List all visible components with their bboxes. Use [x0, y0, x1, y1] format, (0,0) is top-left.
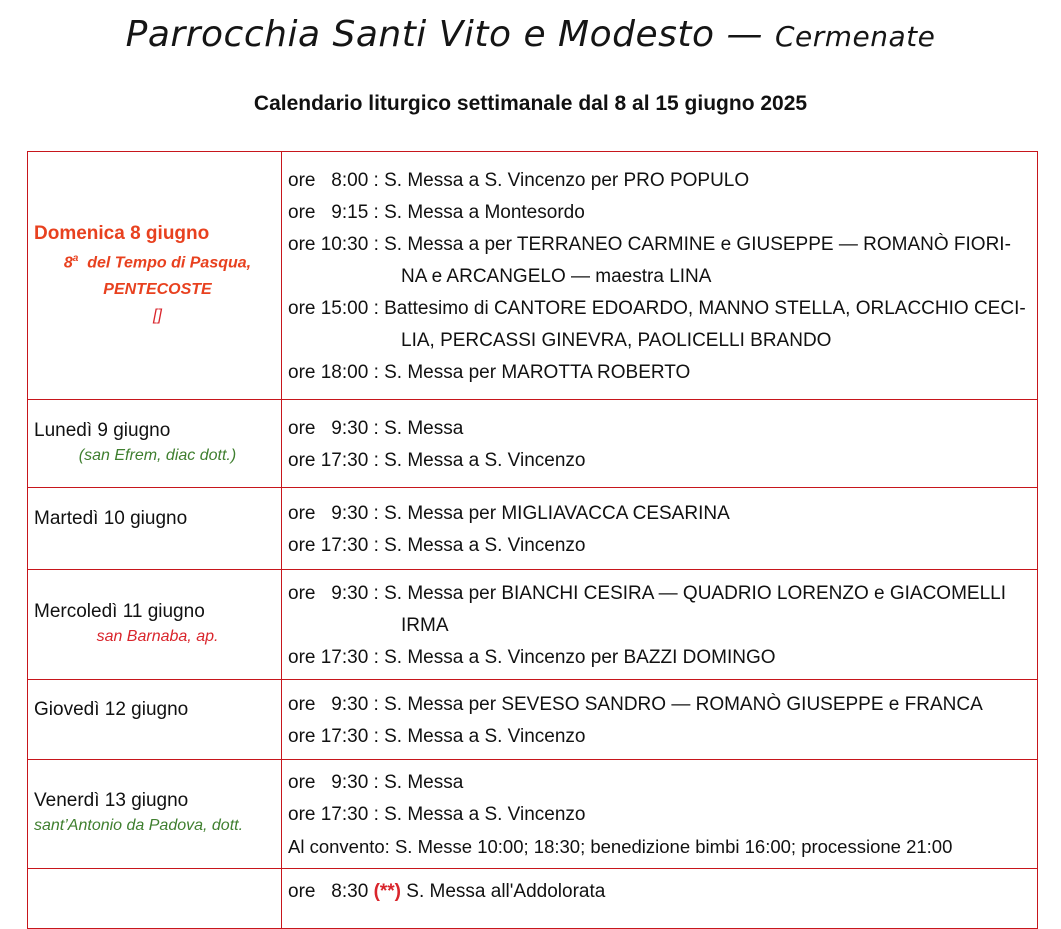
- day-cell: [28, 869, 282, 929]
- event-text: S. Messa: [384, 417, 464, 439]
- events-cell: [282, 400, 1038, 488]
- day-name: Domenica 8 giugno: [34, 223, 210, 245]
- event-time: ore 9:15 :: [288, 201, 385, 223]
- day-note: []: [153, 306, 162, 324]
- day-row-thursday: [28, 680, 1038, 760]
- event-text: S. Messa a S. Vincenzo: [384, 449, 586, 471]
- event-text: S. Messa a Montesordo: [384, 201, 585, 223]
- day-row-saturday: [28, 869, 1038, 929]
- day-note: [34, 246, 281, 276]
- event-line: [288, 578, 1037, 642]
- note-ordinal: 8: [63, 254, 73, 272]
- event-text: S. Messa all'Addolorata: [401, 881, 606, 902]
- event-time: ore 17:30 :: [288, 534, 385, 556]
- day-note: san Barnaba, ap.: [96, 627, 219, 645]
- day-name: Venerdì 13 giugno: [34, 790, 189, 811]
- event-line: [288, 413, 1037, 445]
- event-time: ore 17:30 :: [288, 804, 385, 825]
- event-text: S. Messa a per TERRANEO CARMINE e GIUSEPPE — ROMANÒ FIORI-: [384, 233, 1011, 255]
- town-name: Cermenate: [774, 20, 936, 53]
- event-text: S. Messa a S. Vincenzo: [384, 725, 586, 747]
- day-row-friday: [28, 760, 1038, 869]
- note-text: del Tempo di Pasqua,: [78, 254, 252, 272]
- event-time: ore 17:30 :: [288, 646, 385, 668]
- event-time: ore 17:30 :: [288, 725, 385, 747]
- day-name: Giovedì 12 giugno: [34, 698, 189, 720]
- event-time: ore 17:30 :: [288, 449, 385, 471]
- day-name: Mercoledì 11 giugno: [34, 600, 205, 622]
- parish-name: Parrocchia Santi Vito e Modesto: [125, 14, 715, 55]
- event-line: [288, 498, 1037, 530]
- day-cell: [28, 760, 282, 869]
- event-text: S. Messa per BIANCHI CESIRA — QUADRIO LORENZO e GIACOMELLI: [384, 582, 1006, 604]
- event-line: [288, 357, 1037, 389]
- event-text: S. Messa per MAROTTA ROBERTO: [384, 361, 691, 383]
- event-time: ore 18:00 :: [288, 361, 385, 383]
- events-cell: [282, 760, 1038, 869]
- event-line: [288, 831, 1037, 863]
- event-text: S. Messa a S. Vincenzo per BAZZI DOMINGO: [384, 646, 776, 668]
- event-line: [288, 293, 1037, 357]
- event-text: S. Messa a S. Vincenzo per PRO POPULO: [384, 169, 750, 191]
- event-continuation: LIA, PERCASSI GINEVRA, PAOLICELLI BRANDO: [401, 329, 832, 351]
- event-time: ore 15:00 :: [288, 297, 385, 319]
- event-mark: (**): [373, 881, 402, 902]
- day-note: sant’Antonio da Padova, dott.: [34, 817, 244, 834]
- day-cell: [28, 570, 282, 680]
- event-time: ore 10:30 :: [288, 233, 385, 255]
- event-text: S. Messa a S. Vincenzo: [384, 804, 586, 825]
- liturgical-calendar-table: [27, 151, 1038, 929]
- event-line: [288, 530, 1037, 562]
- event-time: ore 9:30 :: [288, 417, 385, 439]
- event-time: ore 9:30 :: [288, 502, 385, 524]
- event-line: [288, 445, 1037, 477]
- parish-title: [0, 14, 1061, 55]
- events-cell: [282, 488, 1038, 570]
- day-row-monday: [28, 400, 1038, 488]
- events-cell: [282, 152, 1038, 400]
- title-separator: —: [714, 14, 775, 55]
- day-cell: [28, 400, 282, 488]
- event-continuation: NA e ARCANGELO — maestra LINA: [401, 265, 712, 287]
- day-cell: [28, 152, 282, 400]
- event-line: [288, 799, 1037, 831]
- event-line: [288, 767, 1037, 799]
- day-cell: [28, 680, 282, 760]
- event-line: [288, 876, 1037, 908]
- day-name: Lunedì 9 giugno: [34, 419, 171, 441]
- event-line: [288, 642, 1037, 674]
- event-text: S. Messa per MIGLIAVACCA CESARINA: [384, 502, 730, 524]
- event-time: ore 8:00 :: [288, 169, 385, 191]
- day-row-tuesday: [28, 488, 1038, 570]
- event-line: [288, 197, 1037, 229]
- event-time: ore 9:30 :: [288, 693, 385, 715]
- event-line: [288, 229, 1037, 293]
- events-cell: [282, 570, 1038, 680]
- day-name: Martedì 10 giugno: [34, 507, 188, 529]
- day-cell: [28, 488, 282, 570]
- calendar-title: Calendario liturgico settimanale dal 8 al 15 giugno 2025: [253, 92, 808, 115]
- note-superscript: a: [72, 253, 79, 265]
- event-text: Al convento: S. Messe 10:00; 18:30; benedizione bimbi 16:00; processione 21:00: [288, 836, 953, 857]
- event-text: S. Messa per SEVESO SANDRO — ROMANÒ GIUSEPPE e FRANCA: [384, 693, 983, 715]
- events-cell: [282, 680, 1038, 760]
- events-cell: [282, 869, 1038, 929]
- event-line: [288, 721, 1037, 753]
- event-text: S. Messa: [384, 772, 464, 793]
- event-line: [288, 689, 1037, 721]
- event-time: ore 9:30 :: [288, 772, 385, 793]
- event-time: ore 8:30: [288, 881, 374, 902]
- day-row-wednesday: [28, 570, 1038, 680]
- day-note: PENTECOSTE: [103, 280, 212, 298]
- event-continuation: IRMA: [401, 614, 449, 636]
- day-row-sunday: [28, 152, 1038, 400]
- event-text: S. Messa a S. Vincenzo: [384, 534, 586, 556]
- event-text: Battesimo di CANTORE EDOARDO, MANNO STELLA, ORLACCHIO CECI-: [384, 297, 1026, 319]
- event-time: ore 9:30 :: [288, 582, 385, 604]
- day-note: (san Efrem, diac dott.): [78, 446, 237, 464]
- event-line: [288, 165, 1037, 197]
